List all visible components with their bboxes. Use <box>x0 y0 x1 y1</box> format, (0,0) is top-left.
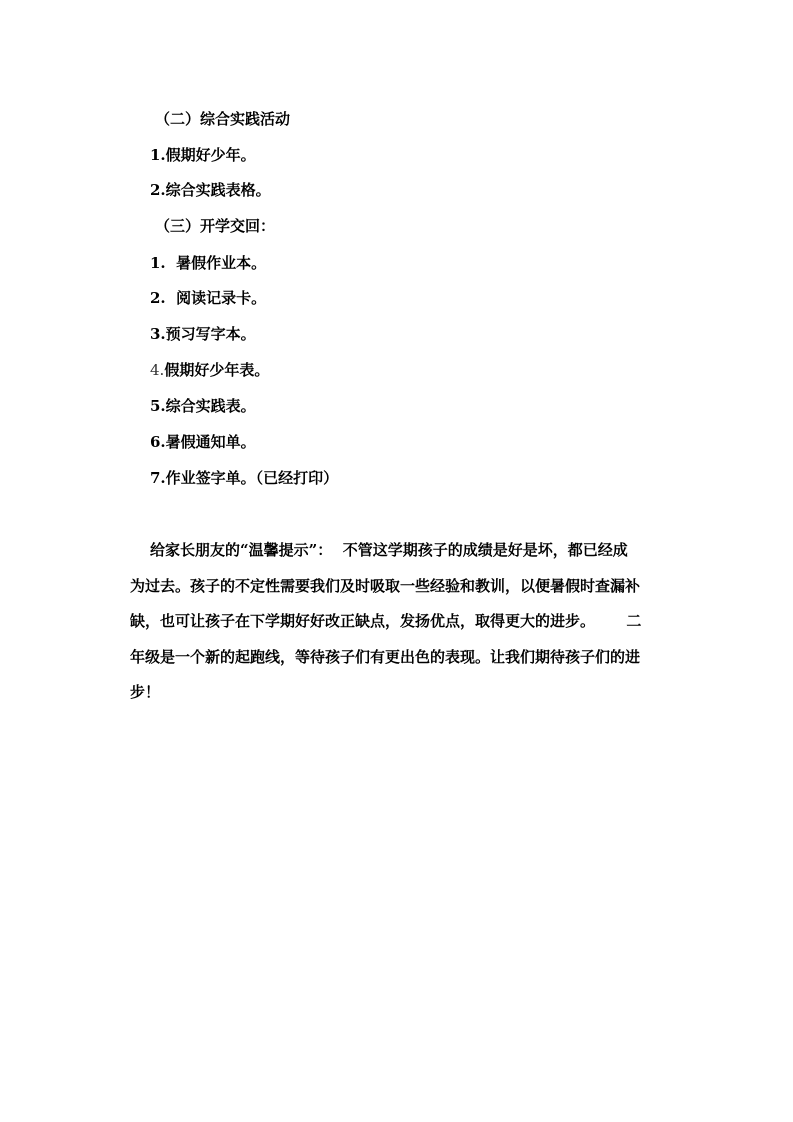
list-item-number: 4. <box>150 361 165 379</box>
tips-paragraph <box>130 533 678 711</box>
tips-line: 缺，也可让孩子在下学期好好改正缺点，发扬优点，取得更大的进步。 二 <box>130 612 642 630</box>
list-item-text: 假期好少年表。 <box>164 361 270 379</box>
list-item: 2. 阅读记录卡。 <box>150 289 267 307</box>
list-item: 1. 暑假作业本。 <box>150 254 267 272</box>
list-item: 2.综合实践表格。 <box>150 181 271 199</box>
section-three-heading: （三）开学交回： <box>155 217 276 235</box>
list-item: 6.暑假通知单。 <box>150 433 256 451</box>
list-item: 5.综合实践表。 <box>150 397 256 415</box>
tips-line: 年级是一个新的起跑线，等待孩子们有更出色的表现。让我们期待孩子们的进 <box>130 647 641 666</box>
tips-line: 给家长朋友的“温馨提示”： 不管这学期孩子的成绩是好是坏，都已经成 <box>150 541 628 559</box>
list-item: 7.作业签字单。（已经打印） <box>150 469 339 487</box>
tips-line: 为过去。孩子的不定性需要我们及时吸取一些经验和教训，以便暑假时查漏补 <box>130 576 641 595</box>
tips-line: 步！ <box>130 683 161 701</box>
list-item <box>150 360 269 380</box>
section-two-heading: （二）综合实践活动 <box>155 110 291 128</box>
list-item: 1.假期好少年。 <box>150 146 256 164</box>
list-item: 3.预习写字本。 <box>150 325 256 343</box>
